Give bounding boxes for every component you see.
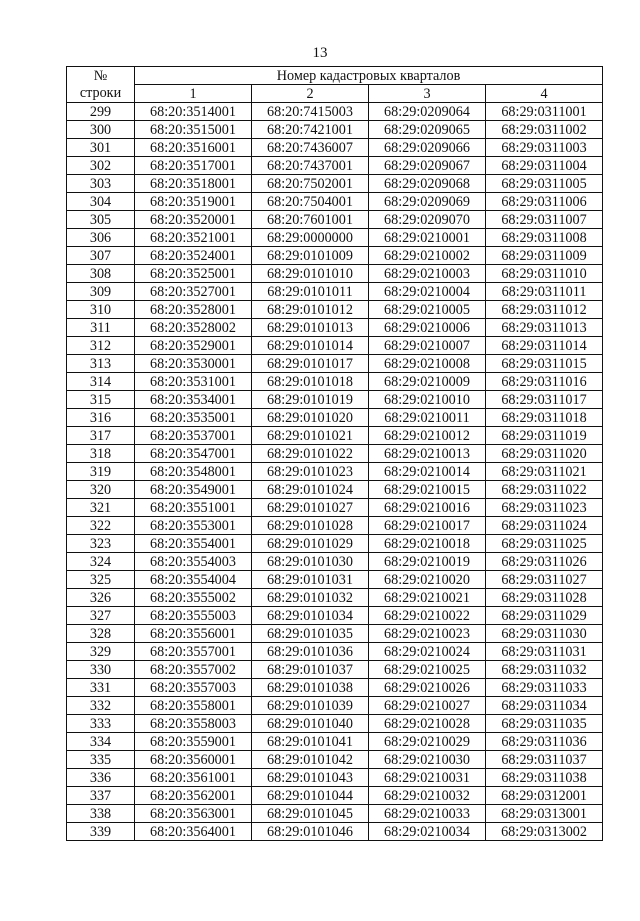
table-row <box>67 391 603 409</box>
quarter-col2-cell: 68:29:0101041 <box>252 733 369 751</box>
quarter-col1-cell: 68:20:3560001 <box>135 751 252 769</box>
quarter-col1-cell: 68:20:3520001 <box>135 211 252 229</box>
quarter-col4-cell: 68:29:0313001 <box>486 805 603 823</box>
quarter-col4-cell: 68:29:0311024 <box>486 517 603 535</box>
quarter-col2-cell: 68:29:0101021 <box>252 427 369 445</box>
quarter-col3-cell: 68:29:0209066 <box>369 139 486 157</box>
row-number-cell: 338 <box>67 805 135 823</box>
table-row <box>67 139 603 157</box>
row-number-cell: 312 <box>67 337 135 355</box>
quarter-col4-cell: 68:29:0311016 <box>486 373 603 391</box>
row-number-cell: 319 <box>67 463 135 481</box>
quarter-col2-cell: 68:29:0101039 <box>252 697 369 715</box>
quarter-col1-cell: 68:20:3564001 <box>135 823 252 841</box>
quarter-col4-cell: 68:29:0311025 <box>486 535 603 553</box>
quarter-col3-cell: 68:29:0209064 <box>369 103 486 121</box>
row-number-header-symbol: № <box>67 67 135 85</box>
quarter-col4-cell: 68:29:0311009 <box>486 247 603 265</box>
quarter-col4-cell: 68:29:0312001 <box>486 787 603 805</box>
table-row <box>67 301 603 319</box>
row-number-cell: 327 <box>67 607 135 625</box>
quarter-col4-cell: 68:29:0311003 <box>486 139 603 157</box>
table-row <box>67 679 603 697</box>
quarter-col2-cell: 68:29:0101009 <box>252 247 369 265</box>
quarter-col3-cell: 68:29:0209065 <box>369 121 486 139</box>
quarter-col4-cell: 68:29:0311015 <box>486 355 603 373</box>
cadastral-quarters-table <box>66 66 603 841</box>
table-row <box>67 445 603 463</box>
quarter-col3-cell: 68:29:0210005 <box>369 301 486 319</box>
quarter-col4-cell: 68:29:0311029 <box>486 607 603 625</box>
quarter-col1-cell: 68:20:3521001 <box>135 229 252 247</box>
quarter-col3-cell: 68:29:0210006 <box>369 319 486 337</box>
quarter-col2-cell: 68:29:0101010 <box>252 265 369 283</box>
quarter-col3-cell: 68:29:0210008 <box>369 355 486 373</box>
quarter-col4-cell: 68:29:0311018 <box>486 409 603 427</box>
table-row <box>67 769 603 787</box>
quarter-col2-cell: 68:29:0101011 <box>252 283 369 301</box>
quarter-col4-cell: 68:29:0311021 <box>486 463 603 481</box>
quarter-col4-cell: 68:29:0311022 <box>486 481 603 499</box>
header-row-bottom <box>67 85 603 103</box>
table-row <box>67 517 603 535</box>
quarter-col1-cell: 68:20:3530001 <box>135 355 252 373</box>
quarter-col1-cell: 68:20:3548001 <box>135 463 252 481</box>
header-row-top <box>67 67 603 85</box>
row-number-cell: 339 <box>67 823 135 841</box>
quarter-col2-cell: 68:29:0101040 <box>252 715 369 733</box>
quarter-col4-cell: 68:29:0311036 <box>486 733 603 751</box>
row-number-cell: 308 <box>67 265 135 283</box>
quarter-col2-cell: 68:29:0101024 <box>252 481 369 499</box>
row-number-cell: 329 <box>67 643 135 661</box>
row-number-cell: 318 <box>67 445 135 463</box>
row-number-cell: 310 <box>67 301 135 319</box>
table-row <box>67 193 603 211</box>
row-number-cell: 314 <box>67 373 135 391</box>
quarter-col4-cell: 68:29:0311034 <box>486 697 603 715</box>
quarter-col2-cell: 68:29:0101032 <box>252 589 369 607</box>
quarter-col2-cell: 68:29:0101030 <box>252 553 369 571</box>
row-number-cell: 321 <box>67 499 135 517</box>
table-row <box>67 643 603 661</box>
row-number-cell: 326 <box>67 589 135 607</box>
quarter-col1-cell: 68:20:3527001 <box>135 283 252 301</box>
row-number-cell: 322 <box>67 517 135 535</box>
quarter-col4-cell: 68:29:0311037 <box>486 751 603 769</box>
quarter-col4-cell: 68:29:0311010 <box>486 265 603 283</box>
quarter-col2-cell: 68:20:7437001 <box>252 157 369 175</box>
quarter-col3-cell: 68:29:0210027 <box>369 697 486 715</box>
quarter-col4-cell: 68:29:0311002 <box>486 121 603 139</box>
table-row <box>67 553 603 571</box>
quarter-col1-cell: 68:20:3519001 <box>135 193 252 211</box>
table-row <box>67 787 603 805</box>
row-number-cell: 306 <box>67 229 135 247</box>
quarter-col1-cell: 68:20:3514001 <box>135 103 252 121</box>
row-number-cell: 300 <box>67 121 135 139</box>
quarter-col3-cell: 68:29:0210032 <box>369 787 486 805</box>
row-number-cell: 317 <box>67 427 135 445</box>
quarter-col1-cell: 68:20:3518001 <box>135 175 252 193</box>
quarter-col1-cell: 68:20:3557003 <box>135 679 252 697</box>
table-row <box>67 427 603 445</box>
row-number-cell: 324 <box>67 553 135 571</box>
quarter-col2-cell: 68:29:0101019 <box>252 391 369 409</box>
quarter-col3-cell: 68:29:0210004 <box>369 283 486 301</box>
row-number-cell: 323 <box>67 535 135 553</box>
table-row <box>67 733 603 751</box>
quarter-col3-cell: 68:29:0210013 <box>369 445 486 463</box>
quarter-col2-cell: 68:29:0101020 <box>252 409 369 427</box>
table-row <box>67 589 603 607</box>
quarter-col2-cell: 68:20:7502001 <box>252 175 369 193</box>
quarter-col3-cell: 68:29:0210018 <box>369 535 486 553</box>
page-number: 13 <box>312 45 328 61</box>
table-row <box>67 121 603 139</box>
quarter-col2-cell: 68:29:0101018 <box>252 373 369 391</box>
quarter-col4-cell: 68:29:0311032 <box>486 661 603 679</box>
quarter-col1-cell: 68:20:3531001 <box>135 373 252 391</box>
table-row <box>67 157 603 175</box>
quarter-col3-cell: 68:29:0209067 <box>369 157 486 175</box>
quarter-col4-cell: 68:29:0311006 <box>486 193 603 211</box>
quarter-col1-cell: 68:20:3534001 <box>135 391 252 409</box>
quarter-col1-cell: 68:20:3515001 <box>135 121 252 139</box>
row-number-cell: 325 <box>67 571 135 589</box>
table-row <box>67 463 603 481</box>
quarter-col3-cell: 68:29:0210009 <box>369 373 486 391</box>
table-row <box>67 373 603 391</box>
row-number-cell: 305 <box>67 211 135 229</box>
table-row <box>67 211 603 229</box>
table-row <box>67 337 603 355</box>
quarter-col3-cell: 68:29:0210025 <box>369 661 486 679</box>
quarter-col1-cell: 68:20:3517001 <box>135 157 252 175</box>
quarter-col2-cell: 68:29:0101035 <box>252 625 369 643</box>
quarter-col1-cell: 68:20:3524001 <box>135 247 252 265</box>
table-row <box>67 535 603 553</box>
quarter-col3-cell: 68:29:0210007 <box>369 337 486 355</box>
quarter-col3-cell: 68:29:0210020 <box>369 571 486 589</box>
quarter-col2-cell: 68:29:0101023 <box>252 463 369 481</box>
quarter-col1-cell: 68:20:3529001 <box>135 337 252 355</box>
quarter-col4-cell: 68:29:0311008 <box>486 229 603 247</box>
quarter-col1-cell: 68:20:3558001 <box>135 697 252 715</box>
row-number-cell: 333 <box>67 715 135 733</box>
quarter-col1-cell: 68:20:3554004 <box>135 571 252 589</box>
quarter-col4-cell: 68:29:0311005 <box>486 175 603 193</box>
quarter-col3-cell: 68:29:0210028 <box>369 715 486 733</box>
row-number-cell: 307 <box>67 247 135 265</box>
quarter-col2-cell: 68:29:0101013 <box>252 319 369 337</box>
quarter-col2-cell: 68:29:0101028 <box>252 517 369 535</box>
table-row <box>67 715 603 733</box>
column-header-2: 2 <box>252 85 369 103</box>
quarter-col1-cell: 68:20:3535001 <box>135 409 252 427</box>
quarter-col4-cell: 68:29:0311030 <box>486 625 603 643</box>
row-number-cell: 332 <box>67 697 135 715</box>
quarter-col2-cell: 68:29:0101046 <box>252 823 369 841</box>
quarter-col2-cell: 68:29:0101045 <box>252 805 369 823</box>
quarter-col1-cell: 68:20:3516001 <box>135 139 252 157</box>
row-number-cell: 313 <box>67 355 135 373</box>
quarter-col2-cell: 68:29:0101017 <box>252 355 369 373</box>
quarter-col4-cell: 68:29:0311007 <box>486 211 603 229</box>
table-row <box>67 229 603 247</box>
table-row <box>67 499 603 517</box>
quarter-col3-cell: 68:29:0210002 <box>369 247 486 265</box>
quarter-col1-cell: 68:20:3555002 <box>135 589 252 607</box>
quarter-col4-cell: 68:29:0313002 <box>486 823 603 841</box>
quarter-col3-cell: 68:29:0210017 <box>369 517 486 535</box>
quarter-col2-cell: 68:29:0101042 <box>252 751 369 769</box>
cadastral-group-header: Номер кадастровых кварталов <box>135 67 603 85</box>
quarter-col1-cell: 68:20:3525001 <box>135 265 252 283</box>
quarter-col1-cell: 68:20:3554003 <box>135 553 252 571</box>
row-number-cell: 299 <box>67 103 135 121</box>
quarter-col4-cell: 68:29:0311004 <box>486 157 603 175</box>
quarter-col3-cell: 68:29:0210026 <box>369 679 486 697</box>
quarter-col1-cell: 68:20:3547001 <box>135 445 252 463</box>
quarter-col2-cell: 68:29:0000000 <box>252 229 369 247</box>
row-number-cell: 331 <box>67 679 135 697</box>
quarter-col3-cell: 68:29:0209070 <box>369 211 486 229</box>
table-row <box>67 697 603 715</box>
quarter-col3-cell: 68:29:0210024 <box>369 643 486 661</box>
quarter-col2-cell: 68:29:0101034 <box>252 607 369 625</box>
table-header <box>67 67 603 103</box>
quarter-col3-cell: 68:29:0210003 <box>369 265 486 283</box>
quarter-col1-cell: 68:20:3562001 <box>135 787 252 805</box>
quarter-col2-cell: 68:29:0101043 <box>252 769 369 787</box>
quarter-col3-cell: 68:29:0209069 <box>369 193 486 211</box>
quarter-col1-cell: 68:20:3557002 <box>135 661 252 679</box>
quarter-col2-cell: 68:20:7421001 <box>252 121 369 139</box>
quarter-col3-cell: 68:29:0210014 <box>369 463 486 481</box>
quarter-col3-cell: 68:29:0210023 <box>369 625 486 643</box>
quarter-col4-cell: 68:29:0311011 <box>486 283 603 301</box>
quarter-col2-cell: 68:29:0101022 <box>252 445 369 463</box>
row-number-cell: 330 <box>67 661 135 679</box>
quarter-col2-cell: 68:29:0101027 <box>252 499 369 517</box>
quarter-col3-cell: 68:29:0210031 <box>369 769 486 787</box>
row-number-cell: 316 <box>67 409 135 427</box>
quarter-col4-cell: 68:29:0311027 <box>486 571 603 589</box>
quarter-col2-cell: 68:20:7436007 <box>252 139 369 157</box>
quarter-col2-cell: 68:29:0101036 <box>252 643 369 661</box>
table-row <box>67 571 603 589</box>
table-row <box>67 265 603 283</box>
quarter-col4-cell: 68:29:0311014 <box>486 337 603 355</box>
quarter-col4-cell: 68:29:0311026 <box>486 553 603 571</box>
row-number-header-label: строки <box>67 85 135 103</box>
quarter-col3-cell: 68:29:0210012 <box>369 427 486 445</box>
quarter-col1-cell: 68:20:3557001 <box>135 643 252 661</box>
quarter-col4-cell: 68:29:0311019 <box>486 427 603 445</box>
row-number-cell: 334 <box>67 733 135 751</box>
quarter-col2-cell: 68:29:0101038 <box>252 679 369 697</box>
quarter-col3-cell: 68:29:0209068 <box>369 175 486 193</box>
table-body <box>67 103 603 841</box>
quarter-col4-cell: 68:29:0311001 <box>486 103 603 121</box>
table-row <box>67 103 603 121</box>
quarter-col3-cell: 68:29:0210015 <box>369 481 486 499</box>
quarter-col4-cell: 68:29:0311012 <box>486 301 603 319</box>
quarter-col4-cell: 68:29:0311028 <box>486 589 603 607</box>
quarter-col4-cell: 68:29:0311038 <box>486 769 603 787</box>
quarter-col1-cell: 68:20:3551001 <box>135 499 252 517</box>
quarter-col2-cell: 68:29:0101031 <box>252 571 369 589</box>
quarter-col1-cell: 68:20:3559001 <box>135 733 252 751</box>
quarter-col4-cell: 68:29:0311031 <box>486 643 603 661</box>
quarter-col3-cell: 68:29:0210030 <box>369 751 486 769</box>
quarter-col3-cell: 68:29:0210034 <box>369 823 486 841</box>
quarter-col3-cell: 68:29:0210011 <box>369 409 486 427</box>
quarter-col2-cell: 68:29:0101012 <box>252 301 369 319</box>
table-row <box>67 751 603 769</box>
quarter-col1-cell: 68:20:3549001 <box>135 481 252 499</box>
quarter-col2-cell: 68:29:0101029 <box>252 535 369 553</box>
quarter-col1-cell: 68:20:3528001 <box>135 301 252 319</box>
row-number-cell: 336 <box>67 769 135 787</box>
quarter-col1-cell: 68:20:3554001 <box>135 535 252 553</box>
row-number-cell: 302 <box>67 157 135 175</box>
table-row <box>67 283 603 301</box>
quarter-col4-cell: 68:29:0311023 <box>486 499 603 517</box>
quarter-col1-cell: 68:20:3537001 <box>135 427 252 445</box>
table-row <box>67 409 603 427</box>
quarter-col1-cell: 68:20:3528002 <box>135 319 252 337</box>
quarter-col3-cell: 68:29:0210021 <box>369 589 486 607</box>
quarter-col1-cell: 68:20:3561001 <box>135 769 252 787</box>
column-header-3: 3 <box>369 85 486 103</box>
quarter-col2-cell: 68:29:0101037 <box>252 661 369 679</box>
table-row <box>67 481 603 499</box>
table-row <box>67 319 603 337</box>
table-row <box>67 247 603 265</box>
quarter-col4-cell: 68:29:0311033 <box>486 679 603 697</box>
quarter-col4-cell: 68:29:0311035 <box>486 715 603 733</box>
quarter-col1-cell: 68:20:3558003 <box>135 715 252 733</box>
column-header-1: 1 <box>135 85 252 103</box>
row-number-cell: 315 <box>67 391 135 409</box>
quarter-col1-cell: 68:20:3556001 <box>135 625 252 643</box>
row-number-cell: 311 <box>67 319 135 337</box>
row-number-cell: 328 <box>67 625 135 643</box>
table-row <box>67 823 603 841</box>
quarter-col3-cell: 68:29:0210019 <box>369 553 486 571</box>
row-number-cell: 303 <box>67 175 135 193</box>
table-row <box>67 625 603 643</box>
quarter-col3-cell: 68:29:0210033 <box>369 805 486 823</box>
column-header-4: 4 <box>486 85 603 103</box>
quarter-col4-cell: 68:29:0311013 <box>486 319 603 337</box>
quarter-col1-cell: 68:20:3553001 <box>135 517 252 535</box>
quarter-col4-cell: 68:29:0311020 <box>486 445 603 463</box>
row-number-cell: 309 <box>67 283 135 301</box>
quarter-col2-cell: 68:20:7601001 <box>252 211 369 229</box>
quarter-col3-cell: 68:29:0210016 <box>369 499 486 517</box>
quarter-col3-cell: 68:29:0210022 <box>369 607 486 625</box>
quarter-col2-cell: 68:20:7415003 <box>252 103 369 121</box>
quarter-col2-cell: 68:29:0101014 <box>252 337 369 355</box>
row-number-cell: 304 <box>67 193 135 211</box>
row-number-cell: 335 <box>67 751 135 769</box>
quarter-col2-cell: 68:29:0101044 <box>252 787 369 805</box>
quarter-col1-cell: 68:20:3563001 <box>135 805 252 823</box>
quarter-col1-cell: 68:20:3555003 <box>135 607 252 625</box>
quarter-col2-cell: 68:20:7504001 <box>252 193 369 211</box>
table-row <box>67 355 603 373</box>
table-row <box>67 175 603 193</box>
quarter-col3-cell: 68:29:0210001 <box>369 229 486 247</box>
table-row <box>67 661 603 679</box>
quarter-col3-cell: 68:29:0210010 <box>369 391 486 409</box>
row-number-cell: 320 <box>67 481 135 499</box>
table-row <box>67 607 603 625</box>
row-number-cell: 337 <box>67 787 135 805</box>
quarter-col4-cell: 68:29:0311017 <box>486 391 603 409</box>
quarter-col3-cell: 68:29:0210029 <box>369 733 486 751</box>
row-number-cell: 301 <box>67 139 135 157</box>
table-row <box>67 805 603 823</box>
